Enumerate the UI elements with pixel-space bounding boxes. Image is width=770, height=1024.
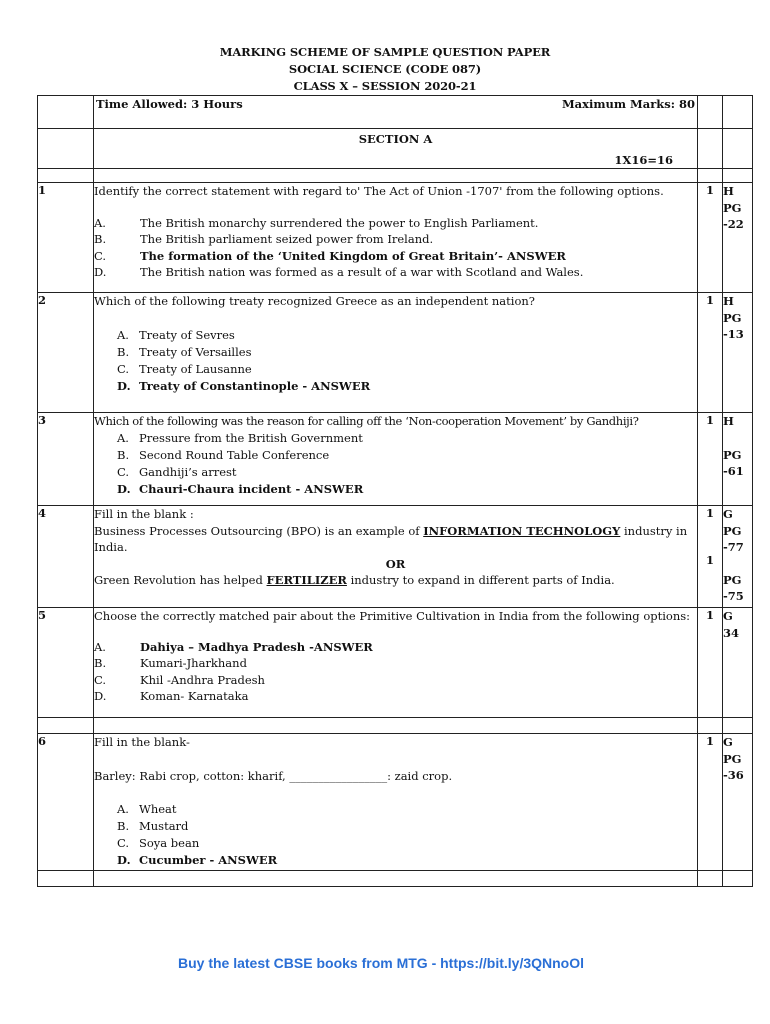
- question-number: 2: [38, 293, 94, 413]
- option-d: D. The British nation was formed as a result of a war with Scotland and Wales.: [94, 265, 584, 279]
- option-d: D. Koman- Karnataka: [94, 689, 249, 703]
- option-b: B. Kumari-Jharkhand: [94, 656, 247, 670]
- option-d-answer: D. Treaty of Constantinople - ANSWER: [117, 378, 371, 393]
- answer-fertilizer: FERTILIZER: [266, 573, 347, 587]
- question-number: 4: [38, 506, 94, 608]
- question-row-4: [38, 506, 753, 608]
- reference-cell: H PG -61: [723, 413, 753, 506]
- option-c-answer: C. The formation of the ‘United Kingdom of Great Britain’- ANSWER: [94, 248, 566, 263]
- option-a: A. Pressure from the British Government: [117, 430, 363, 445]
- bpo-statement: Business Processes Outsourcing (BPO) is an example of INFORMATION TECHNOLOGY industry in India.: [94, 523, 688, 554]
- question-row-1: [38, 183, 753, 293]
- option-a: A. The British monarchy surrendered the power to English Parliament.: [94, 215, 539, 230]
- option-d-answer: D. Chauri-Chaura incident - ANSWER: [117, 481, 364, 496]
- reference-cell: H PG -22: [723, 183, 753, 293]
- question-text: Fill in the blank-: [94, 735, 190, 749]
- promo-link[interactable]: Buy the latest CBSE books from MTG - https://bit.ly/3QNnoOl: [177, 955, 585, 971]
- marks-cell: 1: [698, 183, 723, 293]
- question-number: 6: [38, 734, 94, 871]
- option-b: B. Mustard: [117, 819, 189, 833]
- question-row-5: [38, 608, 753, 718]
- section-title: SECTION A: [358, 132, 433, 146]
- option-a: A. Treaty of Sevres: [117, 327, 235, 342]
- question-text: Which of the following was the reason for calling off the ‘Non-cooperation Movement’ by Gandhiji?: [94, 414, 639, 428]
- option-c: C. Gandhiji’s arrest: [117, 464, 237, 479]
- marks-cell: 1: [698, 734, 723, 871]
- reference-cell: G PG -77 PG -75: [723, 506, 753, 608]
- reference-cell: G PG -36: [723, 734, 753, 871]
- section-marks: 1X16=16: [614, 152, 673, 167]
- spacer-row: [38, 169, 753, 183]
- option-c: C. Soya bean: [117, 836, 200, 850]
- option-b: B. Treaty of Versailles: [117, 344, 252, 359]
- doc-title-line3: CLASS X – SESSION 2020-21: [293, 79, 477, 93]
- answer-information-technology: INFORMATION TECHNOLOGY: [423, 523, 621, 538]
- marks-cell: 1: [698, 293, 723, 413]
- blank-line: Barley: Rabi crop, cotton: kharif, _________________: zaid crop.: [94, 768, 453, 783]
- option-c: C. Treaty of Lausanne: [117, 361, 252, 376]
- question-text: Which of the following treaty recognized Greece as an independent nation?: [94, 294, 535, 308]
- question-number: 3: [38, 413, 94, 506]
- question-number: 1: [38, 183, 94, 293]
- option-a: A. Wheat: [117, 802, 177, 816]
- option-b: B. The British parliament seized power from Ireland.: [94, 232, 434, 246]
- question-number: 5: [38, 608, 94, 718]
- fill-blank-label: Fill in the blank :: [94, 507, 194, 521]
- spacer-row: [38, 871, 753, 887]
- marking-scheme-table: [37, 95, 753, 887]
- doc-title-line1: MARKING SCHEME OF SAMPLE QUESTION PAPER: [219, 45, 551, 59]
- section-row: [38, 129, 753, 169]
- time-row: [38, 96, 753, 129]
- marks-cell: 1: [698, 413, 723, 506]
- question-row-6: [38, 734, 753, 871]
- time-allowed: Time Allowed: 3 Hours: [96, 97, 243, 111]
- option-d-answer: D. Cucumber - ANSWER: [117, 853, 278, 867]
- reference-cell: G 34: [723, 608, 753, 718]
- spacer-row: [38, 718, 753, 734]
- doc-title-line2: SOCIAL SCIENCE (CODE 087): [288, 62, 482, 76]
- question-row-2: [38, 293, 753, 413]
- option-a-answer: A. Dahiya – Madhya Pradesh -ANSWER: [94, 639, 373, 654]
- question-row-3: [38, 413, 753, 506]
- option-b: B. Second Round Table Conference: [117, 447, 330, 462]
- maximum-marks: Maximum Marks: 80: [561, 97, 695, 111]
- option-c: C. Khil -Andhra Pradesh: [94, 672, 265, 687]
- question-text: Choose the correctly matched pair about the Primitive Cultivation in India from the following options:: [94, 609, 691, 623]
- green-revolution-statement: Green Revolution has helped FERTILIZER industry to expand in different parts of India.: [94, 573, 615, 587]
- reference-cell: H PG -13: [723, 293, 753, 413]
- question-text: Identify the correct statement with regard to' The Act of Union -1707' from the following options.: [94, 184, 664, 198]
- marks-cell: 1: [698, 608, 723, 718]
- marks-cell: 1 1: [698, 506, 723, 608]
- or-separator: OR: [385, 556, 406, 571]
